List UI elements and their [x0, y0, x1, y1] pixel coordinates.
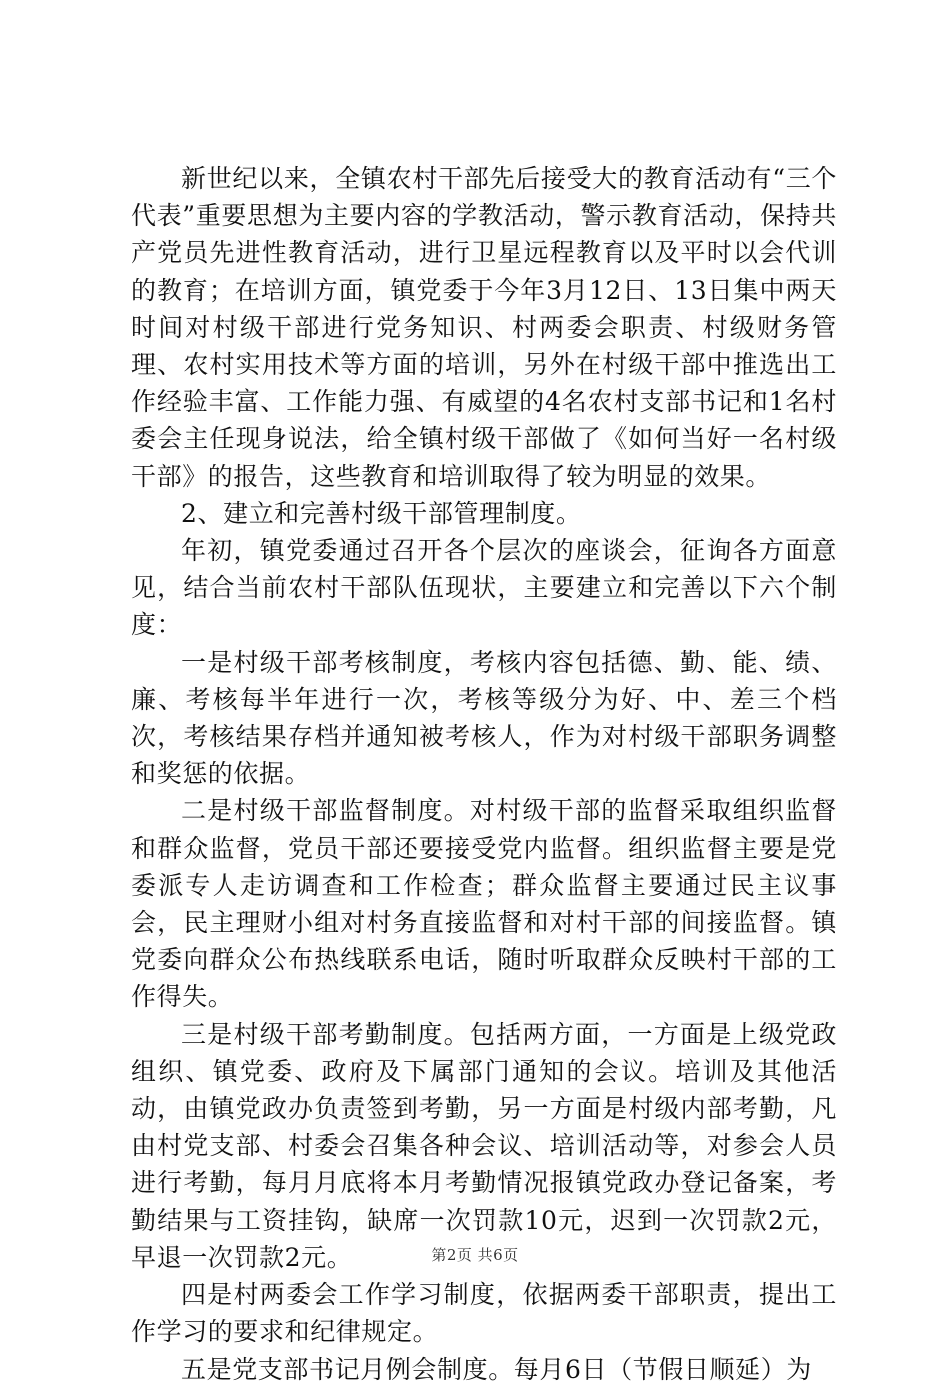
page-footer: 第2页 共6页: [431, 1246, 519, 1264]
paragraph-supervision-system: 二是村级干部监督制度。对村级干部的监督采取组织监督和群众监督，党员干部还要接受党内监督。组织监督主要是党委派专人走访调查和工作检查；群众监督主要通过民主议事会，民主理财小组对村务直接监督和对村干部的间接监督。镇党委向群众公布热线联系电话，随时听取群众反映村干部的工作得失。: [131, 796, 837, 1012]
paragraph-heading-management-system: 2、建立和完善村级干部管理制度。: [181, 498, 582, 528]
paragraph-attendance-system: 三是村级干部考勤制度。包括两方面，一方面是上级党政组织、镇党委、政府及下属部门通知的会议。培训及其他活动，由镇党政办负责签到考勤，另一方面是村级内部考勤，凡由村党支部、村委会召集各种会议、培训活动等，对参会人员进行考勤，每月月底将本月考勤情况报镇党政办登记备案，考勤结果与工资挂钩，缺席一次罚款10元，迟到一次罚款2元，早退一次罚款2元。: [131, 1019, 837, 1272]
paragraph-study-system: 四是村两委会工作学习制度，依据两委干部职责，提出工作学习的要求和纪律规定。: [131, 1280, 837, 1347]
paragraph-education-training: 新世纪以来，全镇农村干部先后接受大的教育活动有“三个代表”重要思想为主要内容的学教活动，警示教育活动，保持共产党员先进性教育活动，进行卫星远程教育以及平时以会代训的教育；在培训方面，镇党委于今年3月12日、13日集中两天时间对村级干部进行党务知识、村两委会职责、村级财务管理、农村实用技术等方面的培训，另外在村级干部中推选出工作经验丰富、工作能力强、有威望的4名农村支部书记和1名村委会主任现身说法，给全镇村级干部做了《如何当好一名村级干部》的报告，这些教育和培训取得了较为明显的效果。: [131, 164, 837, 491]
paragraph-six-systems-intro: 年初，镇党委通过召开各个层次的座谈会，征询各方面意见，结合当前农村干部队伍现状，主要建立和完善以下六个制度：: [131, 536, 837, 640]
paragraph-assessment-system: 一是村级干部考核制度，考核内容包括德、勤、能、绩、廉、考核每半年进行一次，考核等级分为好、中、差三个档次，考核结果存档并通知被考核人，作为对村级干部职务调整和奖惩的依据。: [131, 647, 837, 789]
paragraph-monthly-meeting-system: 五是党支部书记月例会制度。每月6日（节假日顺延）为: [181, 1354, 812, 1384]
body-text: [131, 160, 837, 1388]
